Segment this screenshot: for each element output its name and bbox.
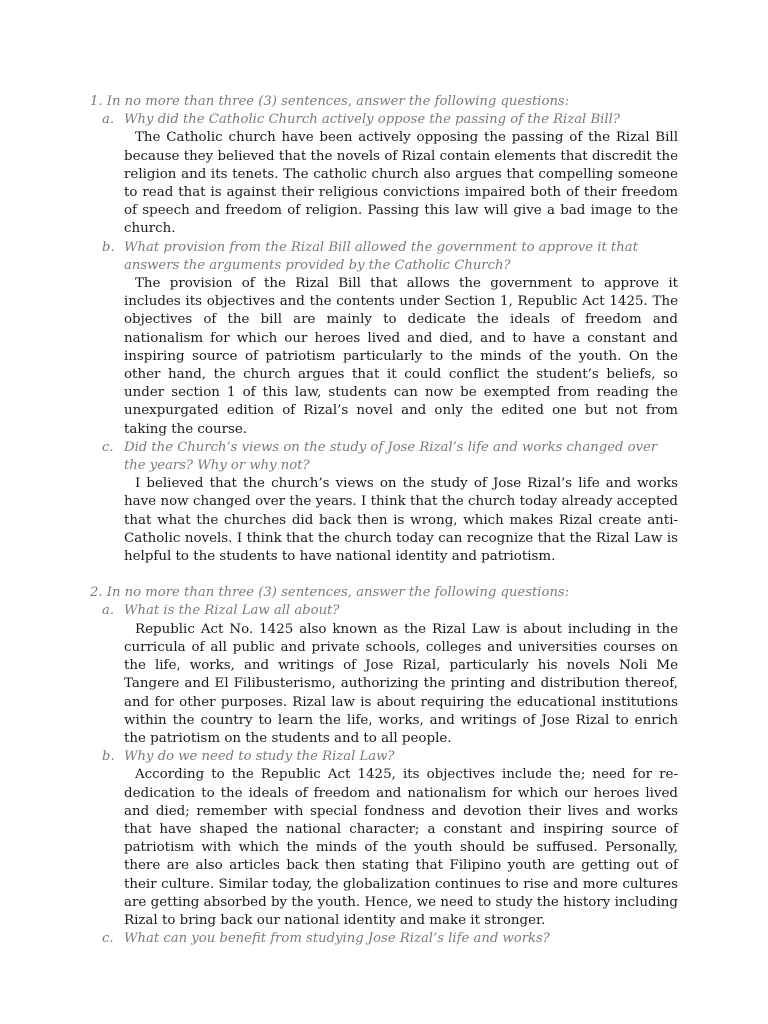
sub-letter: a.	[102, 112, 115, 128]
sub-question-text: What is the Rizal Law all about?	[124, 603, 340, 619]
section-heading: 2. In no more than three (3) sentences, answer the following questions:	[90, 585, 570, 601]
sub-letter: b.	[102, 239, 115, 255]
sub-letter: b.	[102, 749, 115, 765]
sub-question-2b	[90, 748, 678, 930]
sub-question-1c	[90, 439, 678, 566]
answer-paragraph: I believed that the church’s views on the study of Jose Rizal’s life and works have now changed over the years. I think that the church today already accepted that what the churches did back then is wrong, which makes Rizal create anti-Catholic novels. I think that the church today can recognize that the Rizal Law is helpful to the students to have national identity and patriotism.	[124, 476, 678, 565]
sub-question-text: Did the Church’s views on the study of Jose Rizal’s life and works changed over the years? Why or why not?	[124, 439, 658, 474]
sub-question-2c	[90, 930, 678, 948]
sub-question-text: What can you benefit from studying Jose Rizal’s life and works?	[124, 931, 550, 947]
question-section-1	[90, 93, 678, 566]
question-section-2	[90, 584, 678, 948]
sub-question-text: Why did the Catholic Church actively oppose the passing of the Rizal Bill?	[124, 112, 620, 128]
section-heading: 1. In no more than three (3) sentences, answer the following questions:	[90, 94, 570, 109]
sub-question-1a	[90, 111, 678, 238]
answer-paragraph: The provision of the Rizal Bill that allows the government to approve it includes its objectives and the contents under Section 1, Republic Act 1425. The objectives of the bill are mainly to dedicate the ideals of freedom and nationalism for which our heroes lived and died, and to have a constant and inspiring source of patriotism particularly to the minds of the youth. On the other hand, the church argues that it could conflict the student’s beliefs, so under section 1 of this law, students can now be exempted from reading the unexpurgated edition of Rizal’s novel and only the edited one but not from taking the course.	[124, 276, 678, 437]
answer-paragraph: The Catholic church have been actively opposing the passing of the Rizal Bill because they believed that the novels of Rizal contain elements that discredit the religion and its tenets. The catholic church also argues that compelling someone to read that is against their religious convictions impaired both of their freedom of speech and freedom of religion. Passing this law will give a bad image to the church.	[124, 130, 678, 237]
document-page	[90, 93, 678, 948]
sub-letter: c.	[102, 439, 114, 455]
answer-paragraph: According to the Republic Act 1425, its objectives include the; need for re-dedication to the ideals of freedom and nationalism for which our heroes lived and died; remember with special fondness and devotion their lives and works that have shaped the national character; a constant and inspiring source of patriotism with which the minds of the youth should be suffused. Personally, there are also articles back then stating that Filipino youth are getting out of their culture. Similar today, the globalization continues to rise and more cultures are getting absorbed by the youth. Hence, we need to study the history including Rizal to bring back our national identity and make it stronger.	[124, 767, 678, 928]
sub-letter: a.	[102, 603, 115, 619]
sub-question-text: Why do we need to study the Rizal Law?	[124, 749, 395, 765]
answer-paragraph: Republic Act No. 1425 also known as the Rizal Law is about including in the curricula of all public and private schools, colleges and universities courses on the life, works, and writings of Jose Rizal, particularly his novels Noli Me Tangere and El Filibusterismo, authorizing the printing and distribution thereof, and for other purposes. Rizal law is about requiring the educational institutions within the country to learn the life, works, and writings of Jose Rizal to enrich the patriotism on the students and to all people.	[124, 621, 678, 746]
sub-question-text: What provision from the Rizal Bill allowed the government to approve it that answers the arguments provided by the Catholic Church?	[124, 239, 638, 273]
sub-letter: c.	[102, 931, 114, 947]
sub-question-2a	[90, 602, 678, 748]
sub-question-1b	[90, 239, 678, 439]
